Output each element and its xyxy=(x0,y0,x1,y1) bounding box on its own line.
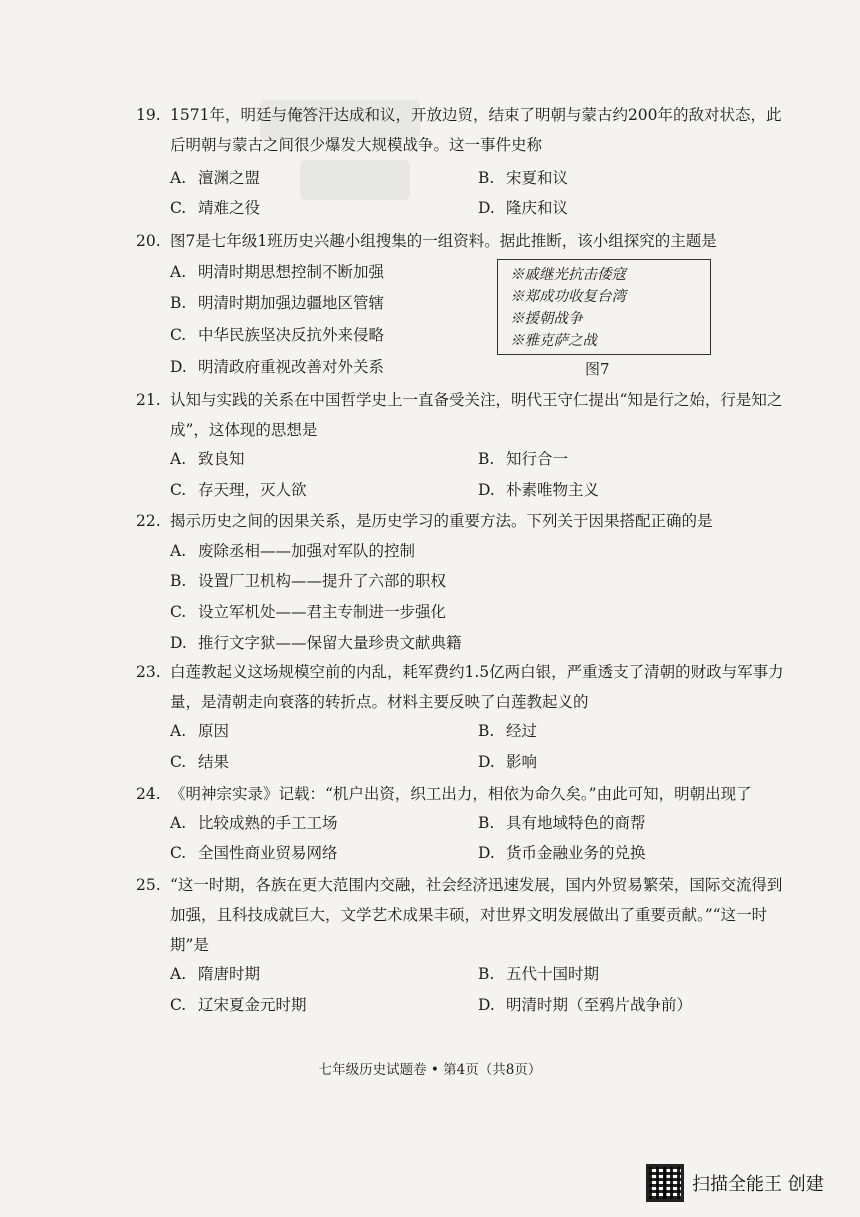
option-d: D. 朴素唯物主义 xyxy=(478,481,600,499)
option-b: B. 明清时期加强边疆地区管辖 xyxy=(170,294,385,312)
option-d: D. 明清时期（至鸦片战争前） xyxy=(478,996,693,1014)
option-b: B. 经过 xyxy=(478,722,538,740)
option-b: B. 宋夏和议 xyxy=(478,169,569,187)
qr-code-icon xyxy=(646,1164,684,1202)
question-number: 19. xyxy=(136,106,161,124)
question-number: 20. xyxy=(136,232,161,250)
option-a: A. 废除丞相——加强对军队的控制 xyxy=(170,542,416,560)
option-b: B. 五代十国时期 xyxy=(478,965,600,983)
option-a: A. 原因 xyxy=(170,722,230,740)
figure-item: ※戚继光抗击倭寇 xyxy=(510,267,626,283)
option-c: C. 中华民族坚决反抗外来侵略 xyxy=(170,326,385,344)
option-d: D. 隆庆和议 xyxy=(478,199,569,217)
question-number: 21. xyxy=(136,391,161,409)
question-stem: 揭示历史之间的因果关系，是历史学习的重要方法。下列关于因果搭配正确的是 xyxy=(170,512,713,530)
question-stem: 图7是七年级1班历史兴趣小组搜集的一组资料。据此推断，该小组探究的主题是 xyxy=(170,232,717,250)
figure-item: ※雅克萨之战 xyxy=(510,333,597,349)
watermark-text: 扫描全能王 创建 xyxy=(692,1174,824,1195)
figure-item: ※郑成功收复台湾 xyxy=(510,289,626,305)
option-a: A. 致良知 xyxy=(170,450,245,468)
figure-item: ※援朝战争 xyxy=(510,311,583,327)
option-c: C. 辽宋夏金元时期 xyxy=(170,996,307,1014)
option-c: C. 结果 xyxy=(170,753,230,771)
option-d: D. 影响 xyxy=(478,753,538,771)
option-b: B. 知行合一 xyxy=(478,450,569,468)
question-number: 24. xyxy=(136,785,161,803)
option-c: C. 全国性商业贸易网络 xyxy=(170,844,338,862)
question-23 xyxy=(138,657,788,717)
question-21 xyxy=(138,385,788,445)
figure-7-box xyxy=(497,259,711,355)
question-number: 22. xyxy=(136,512,161,530)
option-b: B. 设置厂卫机构——提升了六部的职权 xyxy=(170,572,447,590)
question-22 xyxy=(138,506,788,536)
option-a: A. 明清时期思想控制不断加强 xyxy=(170,263,385,281)
page-footer: 七年级历史试题卷 • 第4页（共8页） xyxy=(318,1062,542,1078)
option-a: A. 澶渊之盟 xyxy=(170,169,261,187)
scanner-watermark xyxy=(646,1164,824,1202)
figure-caption: 图7 xyxy=(585,360,610,378)
question-stem: 认知与实践的关系在中国哲学史上一直备受关注，明代王守仁提出“知是行之始，行是知之成”，这体现的思想是 xyxy=(170,391,783,439)
question-stem: 白莲教起义这场规模空前的内乱，耗军费约1.5亿两白银，严重透支了清朝的财政与军事力量，是清朝走向衰落的转折点。材料主要反映了白莲教起义的 xyxy=(170,663,784,711)
question-number: 25. xyxy=(136,876,161,894)
question-stem: “这一时期，各族在更大范围内交融，社会经济迅速发展，国内外贸易繁荣，国际交流得到加强，且科技成就巨大，文学艺术成果丰硕，对世界文明发展做出了重要贡献。”“这一时期”是 xyxy=(170,876,783,954)
question-24 xyxy=(138,779,788,809)
question-number: 23. xyxy=(136,663,161,681)
question-stem: 《明神宗实录》记载：“机户出资，织工出力，相依为命久矣。”由此可知，明朝出现了 xyxy=(170,785,752,803)
option-c: C. 靖难之役 xyxy=(170,199,261,217)
question-stem: 1571年，明廷与俺答汗达成和议，开放边贸，结束了明朝与蒙古约200年的敌对状态，此后明朝与蒙古之间很少爆发大规模战争。这一事件史称 xyxy=(170,106,782,154)
option-b: B. 具有地域特色的商帮 xyxy=(478,814,646,832)
option-d: D. 推行文字狱——保留大量珍贵文献典籍 xyxy=(170,634,462,652)
option-a: A. 比较成熟的手工工场 xyxy=(170,814,338,832)
question-25 xyxy=(138,870,788,960)
question-19 xyxy=(138,100,788,160)
option-d: D. 货币金融业务的兑换 xyxy=(478,844,646,862)
question-20 xyxy=(138,226,788,256)
bleed-through-smudge xyxy=(300,160,410,200)
option-d: D. 明清政府重视改善对外关系 xyxy=(170,358,385,376)
option-a: A. 隋唐时期 xyxy=(170,965,261,983)
option-c: C. 存天理，灭人欲 xyxy=(170,481,307,499)
option-c: C. 设立军机处——君主专制进一步强化 xyxy=(170,603,447,621)
